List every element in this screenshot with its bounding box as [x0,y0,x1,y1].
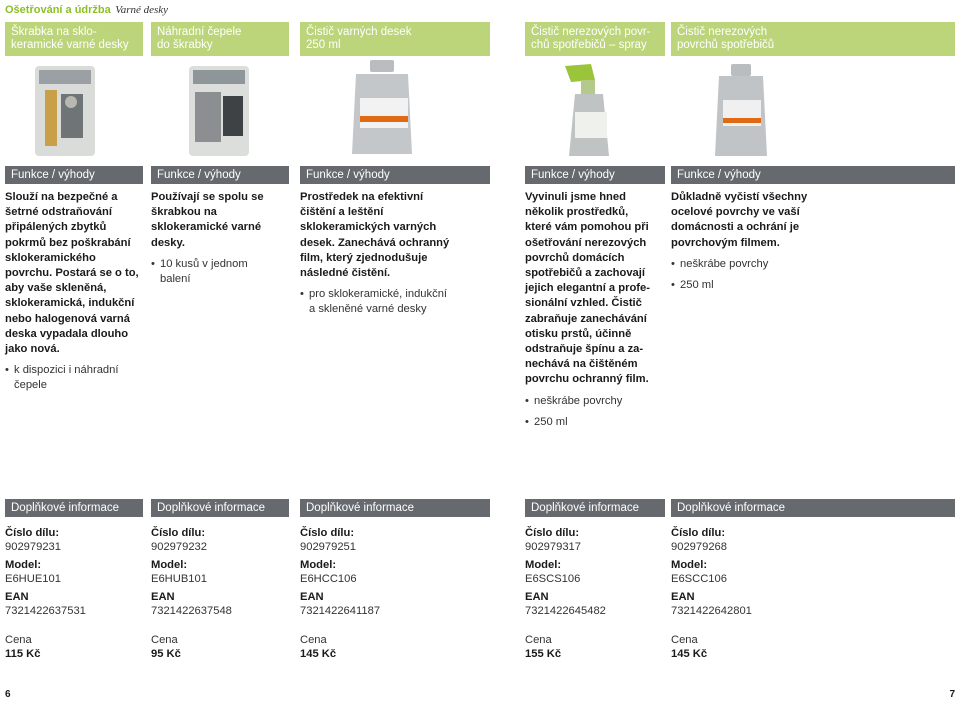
more-info-bar: Doplňkové informace [300,499,490,517]
product-info [5,526,145,661]
product-header-scraper [5,22,143,56]
product-title: Čistič nerezových povrchů spotřebičů [677,26,775,51]
more-info-bar: Doplňkové informace [671,499,955,517]
product-description [5,190,145,394]
product-header-hob-cleaner [300,22,490,56]
ean-value: 7321422637548 [151,605,232,617]
blades-pack-image [151,58,289,158]
feature-bullet: • neškrábe povrchy [525,394,657,409]
price-value: 155 Kč [525,648,562,660]
part-no-value: 902979232 [151,541,207,553]
feature-bullet: • 250 ml [671,278,821,293]
description-lead: Důkladně vyčistí všechny ocelové povrchy ve vaší domácnosti a ochrání je povrchovým filmem. [671,191,808,249]
ean-label: EAN [151,591,175,603]
product-description [151,190,281,287]
more-info-bar: Doplňkové informace [5,499,143,517]
model-label: Model: [671,559,708,571]
model-value: E6SCS106 [525,573,581,585]
part-no-label: Číslo dílu: [300,527,355,539]
features-bar: Funkce / výhody [671,166,955,184]
part-no-value: 902979251 [300,541,356,553]
part-no-value: 902979268 [671,541,727,553]
scraper-pack-image [5,58,143,158]
feature-bullet: • neškrábe povrchy [671,257,821,272]
price-label: Cena [525,634,552,646]
price-label: Cena [671,634,698,646]
features-bar: Funkce / výhody [5,166,143,184]
feature-bullet: • 250 ml [525,415,657,430]
description-lead: Vyvinuli jsme hned několik prostředků, které vám pomohou při ošetřování nerezových povrchů domácích spotřebičů a zachovají jejich elegantní a profe- sionální vzhled. Čistič zabraňuje zanechávání otisku prstů, účinně odstraňuje špínu a za- nechává na čištěném povrchu ochranný film. [525,191,650,386]
part-no-label: Číslo dílu: [525,527,580,539]
part-no-value: 902979317 [525,541,581,553]
ean-label: EAN [300,591,324,603]
part-no-value: 902979231 [5,541,61,553]
product-title: Škrabka na sklo- keramické varné desky [11,26,129,51]
ean-value: 7321422637531 [5,605,86,617]
part-no-label: Číslo dílu: [151,527,206,539]
feature-bullet: • k dispozici i náhradní čepele [5,363,145,393]
ean-label: EAN [525,591,549,603]
price-value: 95 Kč [151,648,181,660]
product-info [151,526,291,661]
model-value: E6HCC106 [300,573,357,585]
price-label: Cena [300,634,327,646]
model-label: Model: [5,559,42,571]
ean-value: 7321422645482 [525,605,606,617]
hob-cleaner-bottle-image [300,58,490,158]
price-value: 145 Kč [300,648,337,660]
page-number-right: 7 [949,689,955,700]
part-no-label: Číslo dílu: [671,527,726,539]
ean-value: 7321422642801 [671,605,752,617]
ean-label: EAN [671,591,695,603]
description-lead: Slouží na bezpečné a šetrné odstraňování připálených zbytků pokrmů bez poškrabání sklokeramického povrchu. Postará se o to, aby vaše skleněná, sklokeramická, indukční nebo halogenová varná deska vypadala dlouho jako nová. [5,191,139,356]
features-bar: Funkce / výhody [300,166,490,184]
model-value: E6SCC106 [671,573,727,585]
page-number-left: 6 [5,689,11,700]
model-label: Model: [525,559,562,571]
section-title: Ošetřování a údržba [5,4,111,16]
product-description [525,190,657,430]
section-heading [5,0,955,14]
product-info [671,526,811,661]
model-value: E6HUB101 [151,573,207,585]
price-value: 145 Kč [671,648,708,660]
model-label: Model: [300,559,337,571]
product-title: Čistič varných desek 250 ml [306,26,412,51]
product-description [300,190,450,318]
product-header-blades [151,22,289,56]
description-lead: Používají se spolu se škrabkou na sklokeramické varné desky. [151,191,264,249]
feature-bullet: • 10 kusů v jednom balení [151,257,281,287]
product-info [525,526,665,661]
product-title: Náhradní čepele do škrabky [157,26,242,51]
product-header-steel-cleaner [671,22,955,56]
product-description [671,190,821,293]
ean-value: 7321422641187 [300,605,381,617]
model-value: E6HUE101 [5,573,61,585]
product-header-spray [525,22,665,56]
model-label: Model: [151,559,188,571]
price-value: 115 Kč [5,648,41,660]
feature-bullet: • pro sklokeramické, indukční a skleněné varné desky [300,287,450,317]
steel-cleaner-bottle-image [671,58,811,158]
more-info-bar: Doplňkové informace [151,499,289,517]
part-no-label: Číslo dílu: [5,527,60,539]
features-bar: Funkce / výhody [151,166,289,184]
description-lead: Prostředek na efektivní čištění a leštění sklokeramických varných desek. Zanechává ochranný film, který zjednodušuje následné čistění. [300,191,450,280]
more-info-bar: Doplňkové informace [525,499,665,517]
ean-label: EAN [5,591,29,603]
price-label: Cena [5,634,32,646]
features-bar: Funkce / výhody [525,166,665,184]
section-subtitle: Varné desky [115,4,169,16]
price-label: Cena [151,634,178,646]
product-title: Čistič nerezových povr- chů spotřebičů – spray [531,26,651,51]
product-info [300,526,440,661]
spray-bottle-image [525,58,665,158]
